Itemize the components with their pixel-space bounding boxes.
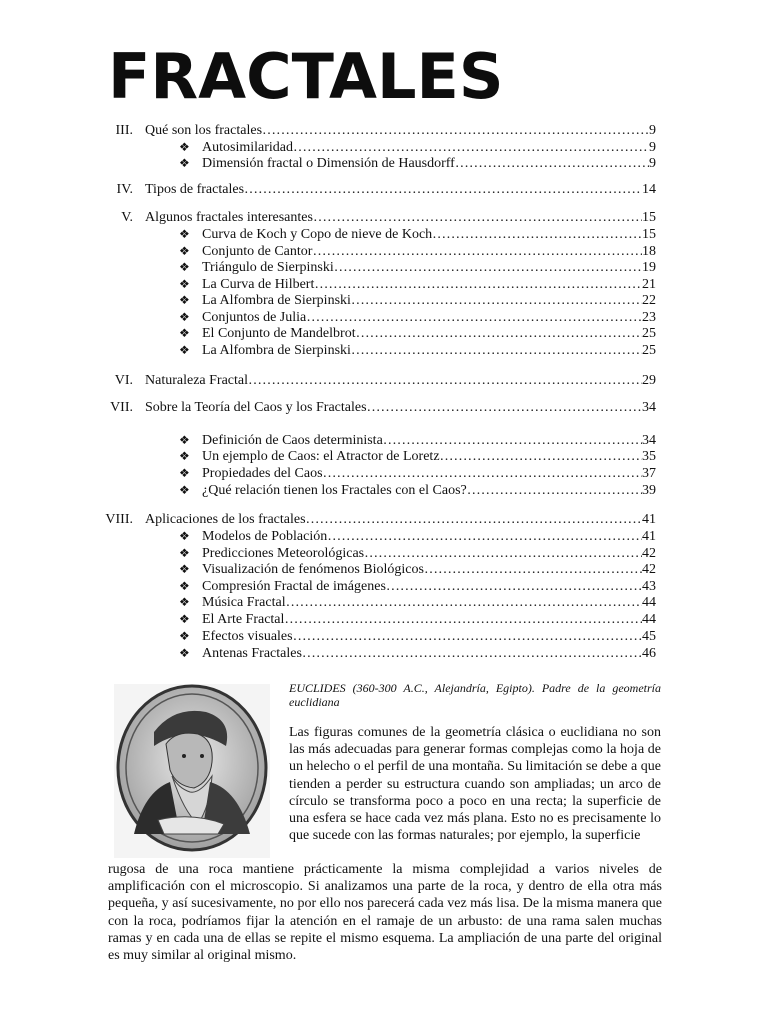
toc-subentry [179,611,656,628]
toc-subentry [179,432,656,449]
toc-subentry [179,342,656,359]
diamond-bullet-icon: ❖ [179,326,190,340]
toc-entry-label: La Curva de Hilbert [202,277,315,292]
toc-dot-leader [386,578,642,595]
toc-entry-label: Propiedades del Caos [202,466,323,481]
diamond-bullet-icon: ❖ [179,629,190,643]
diamond-bullet-icon: ❖ [179,433,190,447]
toc-entry-label: Definición de Caos determinista [202,433,383,448]
toc-dot-leader [286,594,642,611]
diamond-bullet-icon: ❖ [179,227,190,241]
diamond-bullet-icon: ❖ [179,156,190,170]
toc-entry [115,122,656,139]
diamond-bullet-icon: ❖ [179,612,190,626]
toc-subentry [179,482,656,499]
toc-entry-number: V. [121,210,133,225]
toc-entry [114,372,656,389]
toc-entry [121,209,656,226]
toc-page-number: 21 [642,277,656,292]
toc-entry-label: Música Fractal [202,595,286,610]
toc-dot-leader [327,528,642,545]
diamond-bullet-icon: ❖ [179,293,190,307]
toc-subentry [179,545,656,562]
toc-entry-number: III. [115,123,133,138]
toc-entry-label: Predicciones Meteorológicas [202,546,365,561]
diamond-bullet-icon: ❖ [179,529,190,543]
toc-entry-number: VII. [110,400,133,415]
toc-entry-number: VIII. [105,512,133,527]
toc-entry-label: Autosimilaridad [202,140,293,155]
toc-entry [116,181,656,198]
toc-dot-leader [455,155,649,172]
toc-page-number: 9 [649,123,656,138]
toc-dot-leader [293,628,642,645]
toc-dot-leader [432,226,642,243]
toc-dot-leader [440,448,642,465]
toc-page-number: 44 [642,612,656,627]
toc-entry-number: VI. [114,373,133,388]
toc-page-number: 19 [642,260,656,275]
toc-subentry [179,448,656,465]
toc-entry-label: La Alfombra de Sierpinski [202,293,351,308]
toc-entry-label: Algunos fractales interesantes [145,210,313,225]
toc-entry-label: Conjunto de Cantor [202,244,313,259]
toc-entry [110,399,656,416]
portrait-caption: EUCLIDES (360-300 A.C., Alejandría, Egipto). Padre de la geometría euclidiana [289,681,661,709]
toc-subentry [179,276,656,293]
toc-subentry [179,465,656,482]
toc-dot-leader [351,292,642,309]
toc-subentry [179,243,656,260]
toc-dot-leader [314,276,642,293]
toc-entry-label: La Alfombra de Sierpinski [202,343,351,358]
body-paragraph-part-2: rugosa de una roca mantiene prácticamente la misma complejidad a varios niveles de amplificación con el microscopio. Si analizamos una parte de la roca, y dentro de ella otra más pequeña, y así sucesivamente, no por ello nos parecerá cada vez más lisa. De la misma manera que con la roca, podríamos fijar la atención en el ramaje de un arbusto: de una rama salen muchas ramas y en cada una de ellas se repite el mismo esquema. La ampliación de una parte del original es muy similar al original mismo. [108,862,662,964]
toc-page-number: 25 [642,343,656,358]
toc-dot-leader [244,181,642,198]
toc-dot-leader [306,309,642,326]
toc-entry-label: Curva de Koch y Copo de nieve de Koch [202,227,433,242]
toc-page-number: 23 [642,310,656,325]
euclid-portrait-image [114,684,270,858]
toc-page-number: 25 [642,326,656,341]
diamond-bullet-icon: ❖ [179,260,190,274]
toc-dot-leader [293,139,649,156]
toc-entry-label: Visualización de fenómenos Biológicos [202,562,424,577]
toc-entry-label: Antenas Fractales [202,646,302,661]
toc-page-number: 41 [642,529,656,544]
toc-entry-label: Modelos de Población [202,529,328,544]
toc-page-number: 39 [642,483,656,498]
toc-entry-label: Dimensión fractal o Dimensión de Hausdorff [202,156,455,171]
toc-subentry [179,578,656,595]
diamond-bullet-icon: ❖ [179,595,190,609]
toc-entry-label: Efectos visuales [202,629,293,644]
toc-dot-leader [467,482,642,499]
toc-dot-leader [312,243,642,260]
toc-entry-label: El Arte Fractal [202,612,285,627]
toc-page-number: 14 [642,182,656,197]
toc-entry-label: Triángulo de Sierpinski [202,260,334,275]
toc-entry [105,511,656,528]
toc-subentry [179,561,656,578]
diamond-bullet-icon: ❖ [179,277,190,291]
diamond-bullet-icon: ❖ [179,310,190,324]
toc-dot-leader [383,432,642,449]
toc-subentry [179,155,656,172]
diamond-bullet-icon: ❖ [179,562,190,576]
toc-page-number: 22 [642,293,656,308]
toc-page-number: 34 [642,433,656,448]
toc-entry-label: Tipos de fractales [145,182,245,197]
toc-entry-label: Compresión Fractal de imágenes [202,579,386,594]
toc-page-number: 41 [642,512,656,527]
toc-page-number: 44 [642,595,656,610]
diamond-bullet-icon: ❖ [179,483,190,497]
toc-page-number: 42 [642,562,656,577]
toc-subentry [179,139,656,156]
document-title: FRACTALES [108,40,504,113]
diamond-bullet-icon: ❖ [179,646,190,660]
toc-subentry [179,325,656,342]
diamond-bullet-icon: ❖ [179,244,190,258]
toc-entry-number: IV. [116,182,133,197]
toc-page-number: 46 [642,646,656,661]
toc-page-number: 35 [642,449,656,464]
toc-page-number: 37 [642,466,656,481]
toc-subentry [179,292,656,309]
toc-entry-label: Conjuntos de Julia [202,310,307,325]
toc-subentry [179,645,656,662]
diamond-bullet-icon: ❖ [179,579,190,593]
toc-dot-leader [364,545,642,562]
toc-entry-label: Sobre la Teoría del Caos y los Fractales [145,400,367,415]
toc-entry-label: ¿Qué relación tienen los Fractales con el Caos? [202,483,467,498]
toc-dot-leader [302,645,642,662]
toc-dot-leader [313,209,642,226]
diamond-bullet-icon: ❖ [179,546,190,560]
toc-subentry [179,628,656,645]
toc-dot-leader [351,342,642,359]
diamond-bullet-icon: ❖ [179,343,190,357]
toc-dot-leader [306,511,642,528]
diamond-bullet-icon: ❖ [179,449,190,463]
toc-subentry [179,528,656,545]
toc-page-number: 15 [642,227,656,242]
toc-dot-leader [323,465,642,482]
toc-entry-label: Qué son los fractales [145,123,263,138]
toc-dot-leader [262,122,649,139]
toc-page-number: 42 [642,546,656,561]
toc-page-number: 9 [649,140,656,155]
toc-subentry [179,594,656,611]
toc-dot-leader [284,611,642,628]
toc-page-number: 34 [642,400,656,415]
toc-dot-leader [424,561,642,578]
toc-subentry [179,259,656,276]
toc-subentry [179,309,656,326]
toc-page-number: 9 [649,156,656,171]
toc-subentry [179,226,656,243]
toc-page-number: 29 [642,373,656,388]
toc-dot-leader [356,325,642,342]
toc-entry-label: Aplicaciones de los fractales [145,512,306,527]
toc-dot-leader [248,372,642,389]
toc-page-number: 15 [642,210,656,225]
diamond-bullet-icon: ❖ [179,140,190,154]
toc-page-number: 45 [642,629,656,644]
toc-page-number: 43 [642,579,656,594]
toc-entry-label: Naturaleza Fractal [145,373,248,388]
toc-page-number: 18 [642,244,656,259]
toc-dot-leader [367,399,642,416]
toc-dot-leader [334,259,642,276]
toc-entry-label: El Conjunto de Mandelbrot [202,326,356,341]
body-paragraph-part-1: Las figuras comunes de la geometría clásica o euclidiana no son las más adecuadas para generar formas complejas como la hoja de un helecho o el perfil de una montaña. Su limitación se debe a que tienden a perder su estructura cuando son ampliadas; un arco de círculo se transforma poco a poco en una recta; la superficie de una esfera se hace cada vez más plana. Esto no es precisamente lo que sucede con las formas naturales; por ejemplo, la superficie [289,725,661,844]
diamond-bullet-icon: ❖ [179,466,190,480]
toc-entry-label: Un ejemplo de Caos: el Atractor de Loretz [202,449,440,464]
